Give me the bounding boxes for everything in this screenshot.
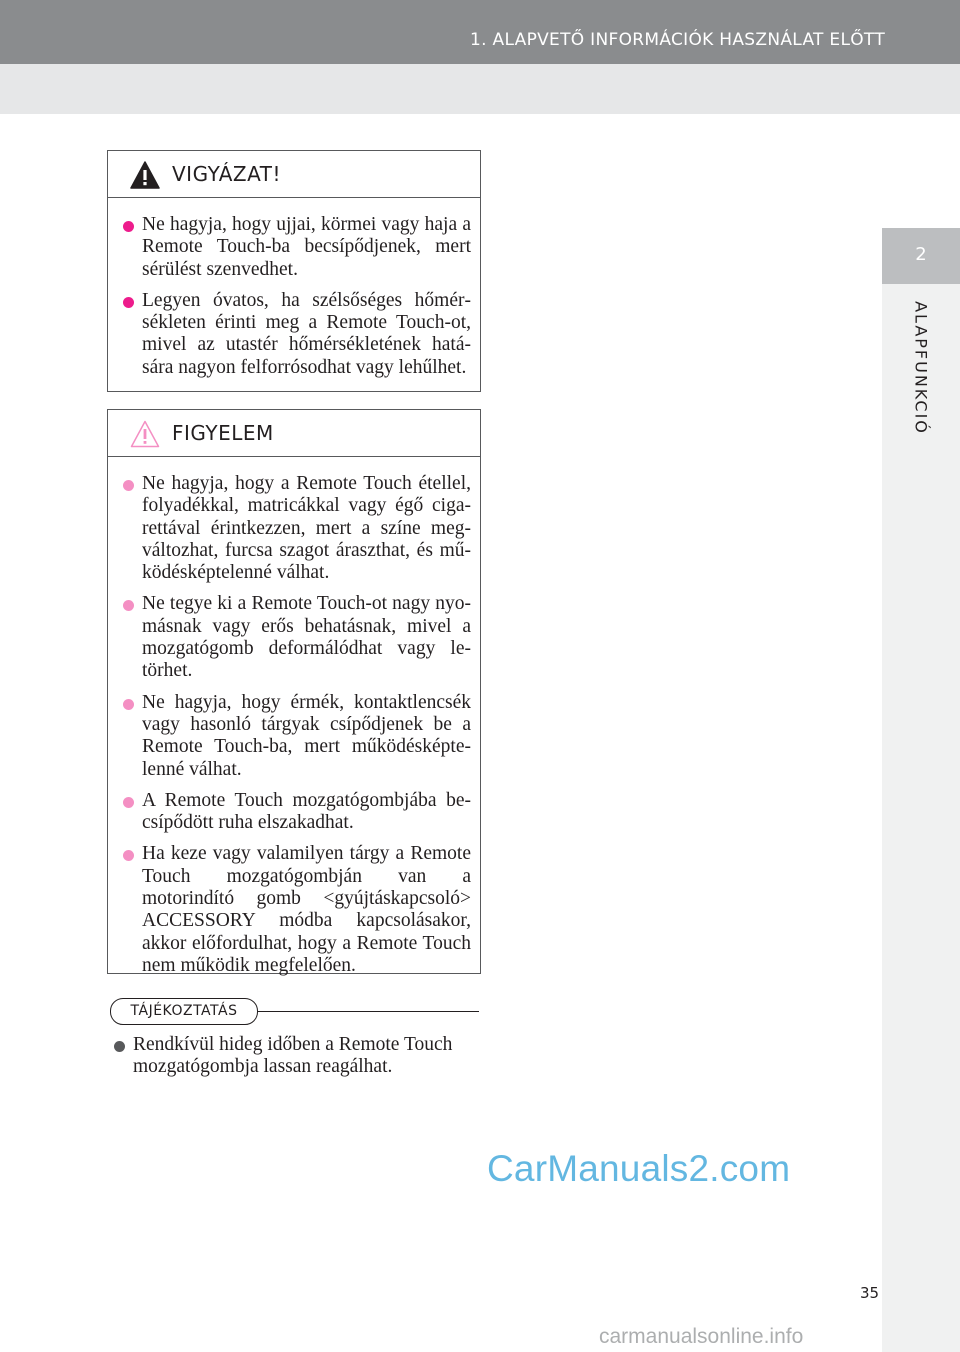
- header-title: 1. ALAPVETŐ INFORMÁCIÓK HASZNÁLAT ELŐTT: [470, 30, 885, 50]
- warning-filled-icon: [130, 161, 160, 189]
- item-text: Ha keze vagy valamilyen tárgy a Remote Touch mozgatógombján van a motorindító gomb <gyújtáskapcsoló> ACCESSORY módba kapcsolásakor, akkor előfordulhat, hogy a Remote Touch nem működik megfelelően.: [142, 843, 471, 976]
- info-list: [108, 1034, 470, 1088]
- item-text: Ne tegye ki a Remote Touch-ot nagy nyomásnak vagy erős behatásnak, mivel a mozgatógomb deformálódhat vagy letörhet.: [142, 593, 471, 682]
- caution-list: [108, 198, 480, 379]
- chapter-number: 2: [915, 244, 927, 265]
- bullet-icon: [123, 297, 134, 308]
- caution-box: [107, 150, 481, 392]
- info-divider: [257, 1011, 479, 1012]
- page-number: 35: [860, 1284, 880, 1302]
- item-text: Ne hagyja, hogy a Remote Touch étellel, folyadékkal, matricákkal vagy égő cigarettával érintkezzen, mert a színe megváltozhat, furcsa szagot áraszthat, és működésképtelenné válhat.: [142, 473, 471, 584]
- header-subbar: [0, 64, 960, 114]
- chapter-tab: [882, 228, 960, 284]
- bullet-icon: [123, 600, 134, 611]
- caution-header: [108, 151, 480, 198]
- chapter-strip: [882, 284, 960, 1352]
- bullet-icon: [123, 699, 134, 710]
- item-text: Ne hagyja, hogy ujjai, körmei vagy haja a Remote Touch-ba becsípődjenek, mert sérülést szenvedhet.: [142, 214, 471, 280]
- header-bar: [0, 0, 960, 64]
- footer-site: carmanualsonline.info: [599, 1325, 804, 1348]
- item-text: A Remote Touch mozgatógombjába becsípődött ruha elszakadhat.: [142, 789, 471, 834]
- notice-title: FIGYELEM: [172, 421, 274, 445]
- item-text: Ne hagyja, hogy érmék, kontaktlencsék vagy hasonló tárgyak csípődjenek be a Remote Touch-ba, mert működésképtelenné válhat.: [142, 691, 471, 780]
- item-text: Rendkívül hideg időben a Remote Touch mozgatógombja lassan reagálhat.: [133, 1034, 453, 1078]
- info-badge: TÁJÉKOZTATÁS: [110, 998, 258, 1025]
- list-item: [117, 790, 471, 835]
- notice-header: [108, 410, 480, 457]
- watermark: CarManuals2.com: [487, 1148, 791, 1189]
- bullet-icon: [114, 1041, 125, 1052]
- list-item: [108, 1034, 470, 1079]
- list-item: [117, 290, 471, 379]
- list-item: [117, 214, 471, 281]
- notice-list: [108, 457, 480, 977]
- bullet-icon: [123, 480, 134, 491]
- bullet-icon: [123, 850, 134, 861]
- list-item: [117, 473, 471, 584]
- chapter-label: ALAPFUNKCIÓ: [911, 301, 931, 435]
- list-item: [117, 593, 471, 682]
- bullet-icon: [123, 797, 134, 808]
- warning-outline-icon: [130, 420, 160, 448]
- item-text: Legyen óvatos, ha szélsőséges hőmérsékleten érinti meg a Remote Touch-ot, mivel az utastér hőmérsékletének hatására nagyon felforrósodhat vagy lehűlhet.: [142, 289, 471, 378]
- caution-title: VIGYÁZAT!: [172, 162, 281, 186]
- list-item: [117, 843, 471, 977]
- list-item: [117, 692, 471, 781]
- bullet-icon: [123, 221, 134, 232]
- notice-box: [107, 409, 481, 974]
